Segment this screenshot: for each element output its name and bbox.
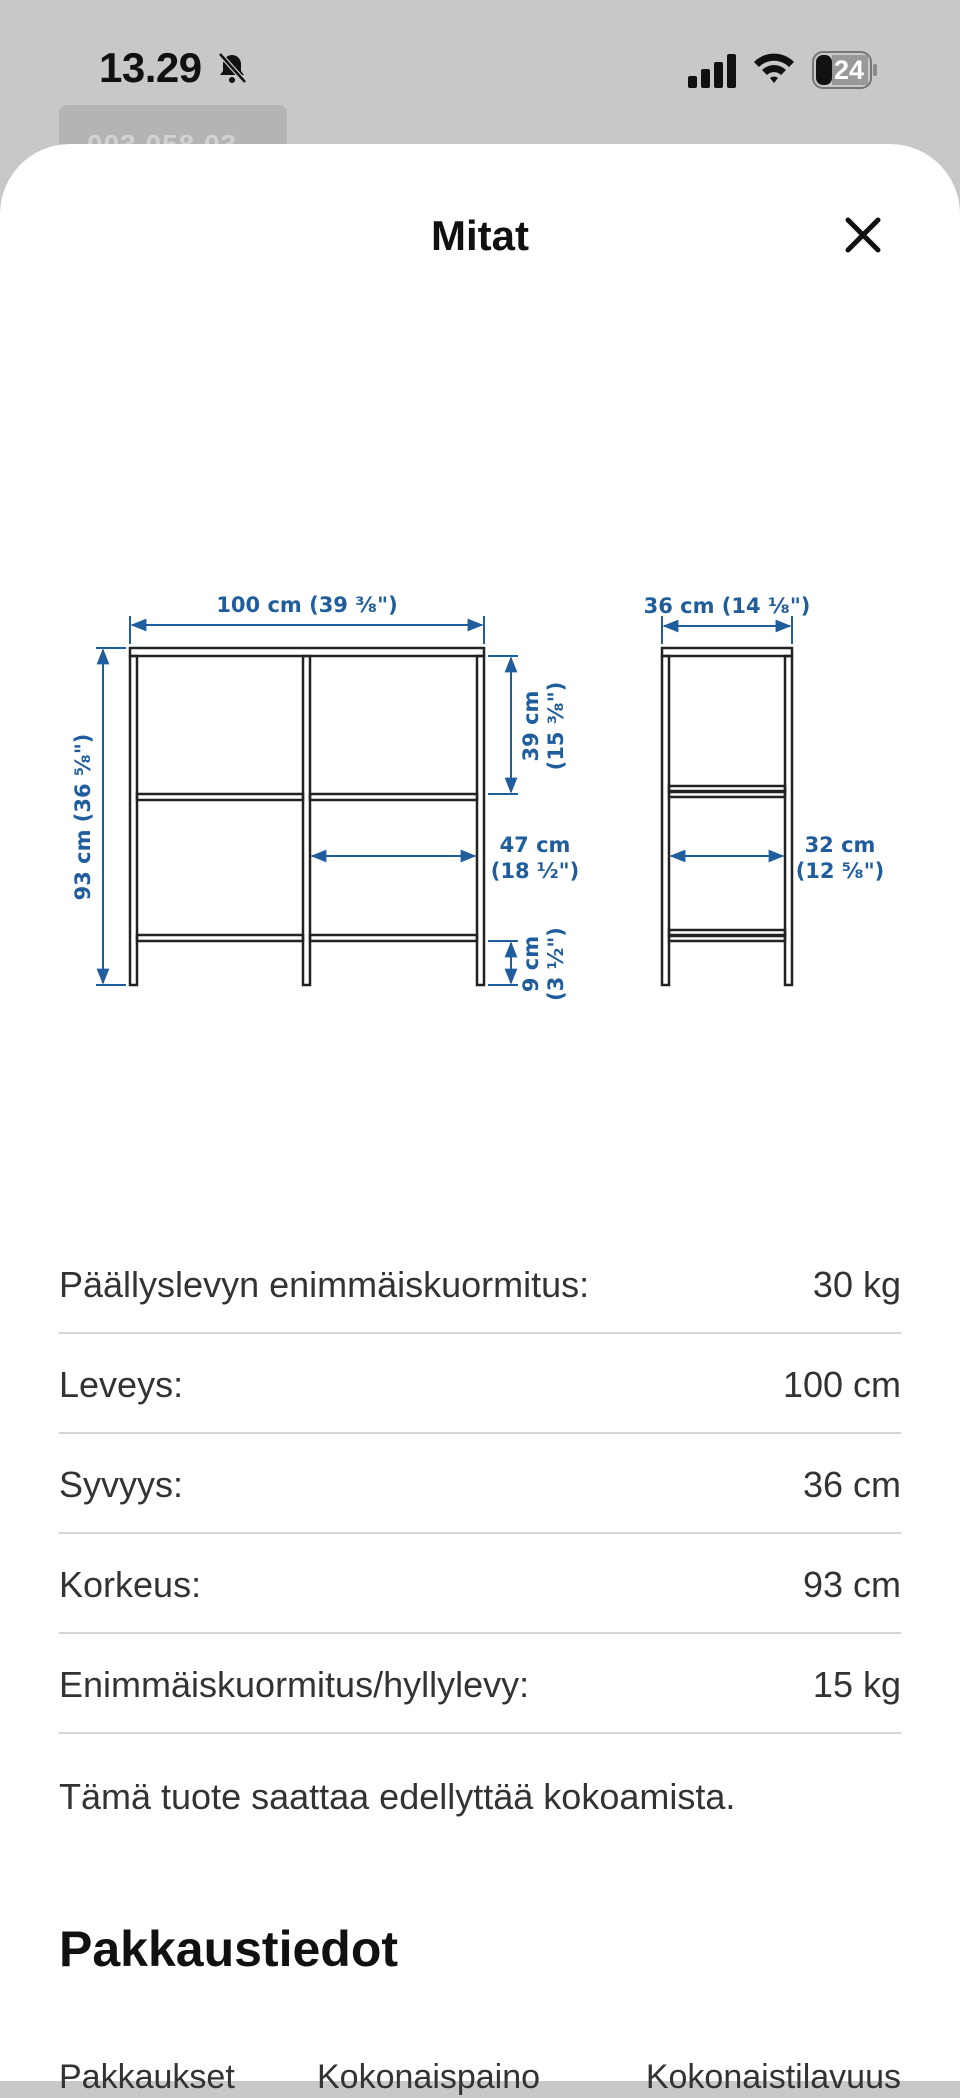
- label-depth: 36 cm (14 ¹⁄₈"): [643, 594, 811, 618]
- label-bottom-gap-in: (3 ½"): [544, 927, 568, 1001]
- spec-label: Leveys:: [59, 1364, 184, 1405]
- bell-muted-icon: [214, 50, 250, 86]
- spec-value: 36 cm: [802, 1464, 901, 1505]
- label-height: 93 cm (36 ⁵⁄₈"): [71, 733, 95, 901]
- packaging-title: Pakkaustiedot: [59, 1921, 399, 1977]
- spec-label: Syvyys:: [59, 1464, 184, 1505]
- label-inner-depth-in: (12 ⁵⁄₈"): [795, 859, 885, 883]
- cellular-signal-icon: [688, 54, 738, 88]
- side-view: [662, 648, 792, 985]
- front-view: [130, 648, 484, 985]
- spec-label: Enimmäiskuormitus/hyllylevy:: [59, 1664, 530, 1705]
- close-icon[interactable]: [836, 208, 890, 262]
- label-top-gap-in: (15 ³⁄₈"): [544, 681, 568, 771]
- wifi-icon: [752, 50, 796, 86]
- label-inner-width-in: (18 ½"): [490, 859, 580, 883]
- packaging-table-header: [59, 2058, 901, 2098]
- spec-row: [59, 1434, 901, 1534]
- dimension-drawing: [0, 564, 960, 1184]
- spec-row: [59, 1234, 901, 1334]
- spec-value: 30 kg: [812, 1264, 901, 1305]
- spec-label: Päällyslevyn enimmäiskuormitus:: [59, 1264, 590, 1305]
- label-inner-depth-cm: 32 cm: [804, 833, 876, 857]
- spec-row: [59, 1534, 901, 1634]
- spec-row: [59, 1334, 901, 1434]
- spec-value: 15 kg: [812, 1664, 901, 1705]
- label-inner-width-cm: 47 cm: [499, 833, 571, 857]
- column-header: Pakkaukset: [59, 2058, 235, 2096]
- spec-list: [59, 1234, 901, 1734]
- spec-row: [59, 1634, 901, 1734]
- spec-label: Korkeus:: [59, 1564, 202, 1605]
- column-header: Kokonaispaino: [317, 2058, 541, 2096]
- column-header: Kokonaistilavuus: [645, 2058, 901, 2096]
- label-bottom-gap-cm: 9 cm: [519, 935, 543, 993]
- assembly-note: Tämä tuote saattaa edellyttää kokoamista.: [59, 1776, 736, 1817]
- battery-level: 24: [833, 55, 865, 85]
- label-top-gap-cm: 39 cm: [519, 690, 543, 762]
- sheet-title: Mitat: [431, 212, 529, 259]
- spec-value: 93 cm: [802, 1564, 901, 1605]
- status-time: 13.29: [99, 44, 202, 91]
- spec-value: 100 cm: [782, 1364, 901, 1405]
- label-width: 100 cm (39 ³⁄₈"): [216, 593, 398, 617]
